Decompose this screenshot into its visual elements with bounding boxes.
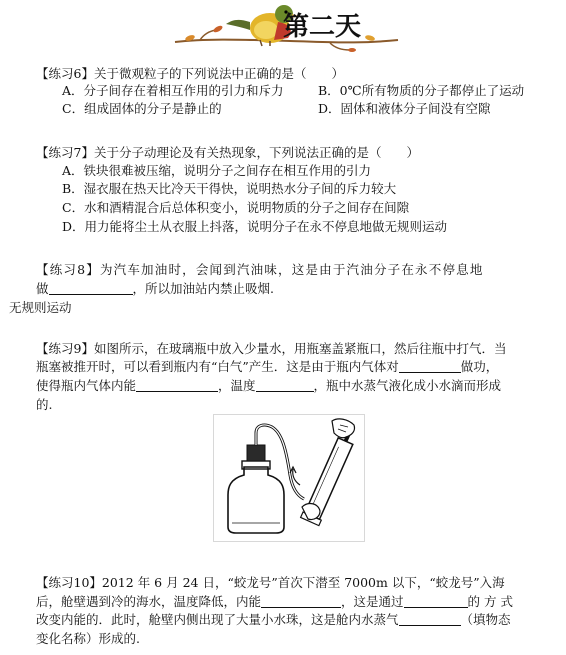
question-10-blank-1[interactable]	[261, 595, 341, 608]
question-9-blank-1[interactable]	[399, 360, 461, 373]
question-7-stem: 【练习7】关于分子动理论及有关热现象，下列说法正确的是（ ）	[36, 145, 419, 160]
question-10-blank-2[interactable]	[404, 595, 468, 608]
question-7-option-d: D．用力能将尘土从衣服上抖落，说明分子在永不停息地做无规则运动	[62, 219, 448, 234]
question-6-option-a: A．分子间存在着相互作用的引力和斥力	[62, 83, 284, 98]
question-8-line-2	[36, 281, 274, 297]
question-6-stem: 【练习6】关于微观粒子的下列说法中正确的是（ ）	[36, 66, 344, 81]
question-7-option-b: B．湿衣服在热天比冷天干得快，说明热水分子间的斥力较大	[62, 181, 397, 196]
question-9-line-4: 的.	[36, 397, 53, 412]
question-10-line-3-pre: 改变内能的．此时，舱壁内侧出现了大量小水珠，这是舱内水蒸气	[36, 612, 399, 627]
question-10-line-2-post: 的 方 式	[467, 594, 513, 609]
question-10-line-2	[36, 594, 513, 610]
question-9-line-2-pre: 瓶塞被推开时，可以看到瓶内有“白气”产生．这是由于瓶内气体对	[36, 359, 399, 374]
page-title: 第二天	[283, 12, 362, 42]
question-10-line-4: 变化名称）形成的.	[36, 631, 140, 646]
question-10-blank-3[interactable]	[399, 613, 461, 626]
question-9-figure	[213, 414, 365, 542]
question-9-line-2-post: 做功，	[460, 359, 499, 374]
question-7-option-a: A．铁块很难被压缩，说明分子之间存在相互作用的引力	[62, 163, 372, 178]
question-8-line-2-pre: 做	[36, 281, 49, 296]
question-9-line-1: 【练习9】如图所示，在玻璃瓶中放入少量水，用瓶塞盖紧瓶口，然后往瓶中打气．当	[36, 341, 507, 356]
question-9-blank-2[interactable]	[136, 379, 218, 392]
question-10-line-3	[36, 612, 511, 628]
question-10-line-2-pre: 后，舱壁遇到冷的海水，温度降低，内能	[36, 594, 262, 609]
question-8-line-2-post: ，所以加油站内禁止吸烟.	[132, 281, 274, 296]
question-9-line-3-mid: ，温度	[218, 378, 256, 393]
question-9-blank-3[interactable]	[256, 379, 314, 392]
question-6-option-d: D．固体和液体分子间没有空隙	[318, 101, 491, 116]
question-9-line-3-pre: 使得瓶内气体内能	[36, 378, 137, 393]
question-8-answer: 无规则运动	[9, 300, 72, 315]
question-9-line-3	[36, 378, 501, 394]
question-9-line-2	[36, 359, 498, 375]
question-6-option-b: B．0℃所有物质的分子都停止了运动	[318, 83, 525, 98]
question-6-option-c: C．组成固体的分子是静止的	[62, 101, 222, 116]
question-8-blank[interactable]	[49, 282, 133, 295]
bottle-and-pump-diagram	[214, 415, 364, 541]
question-10-line-3-post: （填物态	[460, 612, 511, 627]
question-10-line-1: 【练习10】2012 年 6 月 24 日，“蛟龙号”首次下潜至 7000m 以下，“蛟龙号”入海	[36, 575, 505, 590]
question-9-line-3-post: ，瓶中水蒸气液化成小水滴而形成	[313, 378, 502, 393]
question-7-option-c: C．水和酒精混合后总体积变小，说明物质的分子之间存在间隙	[62, 200, 410, 215]
question-10-line-2-mid: ，这是通过	[341, 594, 404, 609]
question-8-line-1: 【练习8】为汽车加油时，会闻到汽油味，这是由于汽油分子在永不停息地	[36, 262, 484, 277]
